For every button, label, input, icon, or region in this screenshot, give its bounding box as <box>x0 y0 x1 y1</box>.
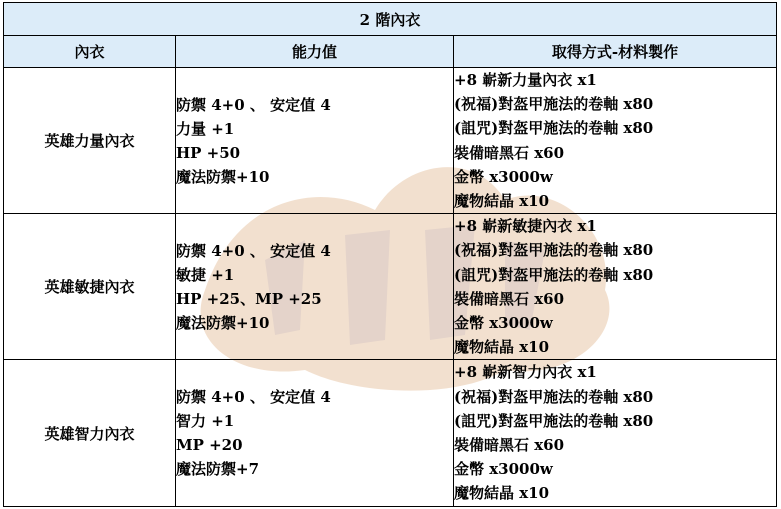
item-stats <box>176 360 454 506</box>
material-line: 裝備暗黑石 x60 <box>454 289 565 308</box>
material-line: 金幣 x3000w <box>454 167 553 186</box>
stat-line: 敏捷 +1 <box>176 265 235 284</box>
stat-line: 力量 +1 <box>176 119 235 138</box>
item-name: 英雄敏捷內衣 <box>4 214 176 360</box>
stat-line: 魔法防禦+7 <box>176 460 260 479</box>
material-line: +8 嶄新敏捷內衣 x1 <box>454 217 597 236</box>
material-line: (祝福)對盔甲施法的卷軸 x80 <box>454 241 654 260</box>
stat-line: HP +25、MP +25 <box>176 289 322 308</box>
table-row <box>4 214 777 360</box>
material-line: 裝備暗黑石 x60 <box>454 143 565 162</box>
underwear-crafting-table <box>3 2 777 507</box>
material-line: 魔物結晶 x10 <box>454 338 550 357</box>
stat-line: 防禦 4+0 、 安定值 4 <box>176 388 331 407</box>
material-line: (詛咒)對盔甲施法的卷軸 x80 <box>454 119 654 138</box>
material-line: 魔物結晶 x10 <box>454 484 550 503</box>
material-line: (詛咒)對盔甲施法的卷軸 x80 <box>454 265 654 284</box>
item-name: 英雄力量內衣 <box>4 68 176 214</box>
stat-line: MP +20 <box>176 436 243 455</box>
item-acquisition <box>454 214 777 360</box>
column-header-acquisition: 取得方式-材料製作 <box>454 36 777 68</box>
column-header-name: 內衣 <box>4 36 176 68</box>
material-line: (詛咒)對盔甲施法的卷軸 x80 <box>454 411 654 430</box>
table-row <box>4 68 777 214</box>
stat-line: 智力 +1 <box>176 412 235 431</box>
item-acquisition <box>454 360 777 506</box>
stat-line: 防禦 4+0 、 安定值 4 <box>176 95 331 114</box>
stat-line: 防禦 4+0 、 安定值 4 <box>176 241 331 260</box>
material-line: 魔物結晶 x10 <box>454 192 550 211</box>
item-stats <box>176 214 454 360</box>
material-line: 金幣 x3000w <box>454 314 553 333</box>
material-line: (祝福)對盔甲施法的卷軸 x80 <box>454 387 654 406</box>
material-line: +8 嶄新智力內衣 x1 <box>454 363 597 382</box>
table-title: 2 階內衣 <box>4 3 777 36</box>
material-line: 金幣 x3000w <box>454 460 553 479</box>
item-acquisition <box>454 68 777 214</box>
item-stats <box>176 68 454 214</box>
table-row <box>4 360 777 506</box>
column-header-stats: 能力值 <box>176 36 454 68</box>
stat-line: 魔法防禦+10 <box>176 313 270 332</box>
material-line: (祝福)對盔甲施法的卷軸 x80 <box>454 95 654 114</box>
stat-line: HP +50 <box>176 143 241 162</box>
item-name: 英雄智力內衣 <box>4 360 176 506</box>
material-line: 裝備暗黑石 x60 <box>454 436 565 455</box>
stat-line: 魔法防禦+10 <box>176 167 270 186</box>
material-line: +8 嶄新力量內衣 x1 <box>454 71 597 89</box>
